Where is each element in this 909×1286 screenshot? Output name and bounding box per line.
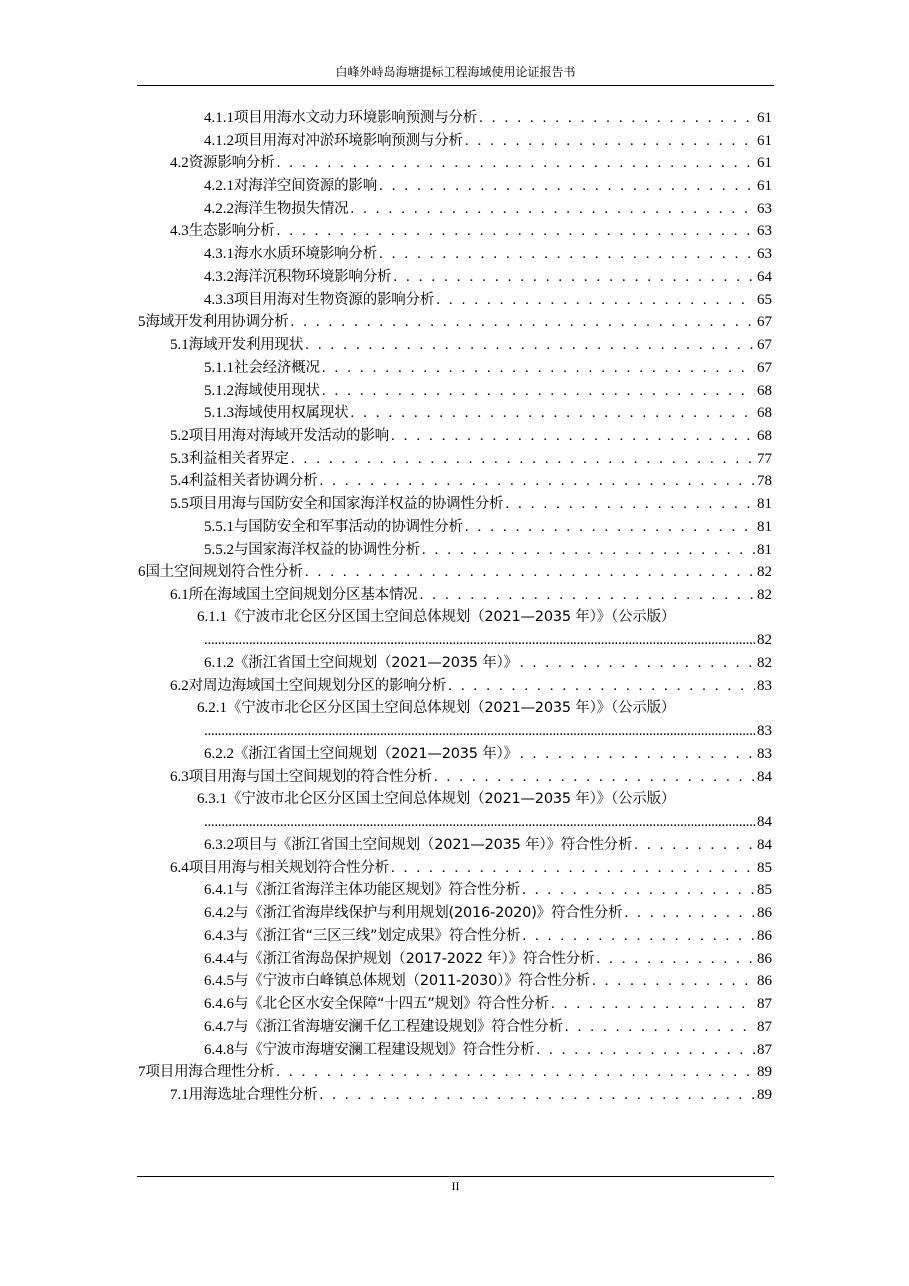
dot-leader: [305, 561, 755, 583]
toc-entry-page: 64: [757, 269, 772, 285]
dot-leader: [277, 152, 755, 174]
toc-entry-title: 用海选址合理性分析: [188, 1087, 318, 1103]
toc-entry-page: 68: [757, 428, 772, 444]
dot-leader: [350, 198, 755, 220]
page-number: II: [451, 1179, 460, 1193]
toc-entry-number: 5.5.1: [204, 519, 234, 535]
toc-entry[interactable]: [204, 198, 772, 220]
toc-entry-page: 86: [757, 951, 772, 967]
toc-entry-number: 4.2.1: [204, 178, 234, 194]
toc-entry-title: 《宁波市北仑区分区国土空间总体规划（2021—2035 年）》（公示版）: [227, 700, 676, 716]
toc-entry[interactable]: [170, 334, 772, 356]
dot-leader: [391, 425, 755, 447]
toc-entry-title: 海域使用权属现状: [234, 405, 349, 421]
toc-entry-number: 5.5.2: [204, 542, 234, 558]
toc-entry[interactable]: [197, 606, 772, 628]
dot-leader: [393, 266, 755, 288]
toc-entry-title: 生态影响分析: [188, 223, 275, 239]
toc-entry-title: 对海洋空间资源的影响: [234, 178, 377, 194]
toc-entry[interactable]: [204, 516, 772, 538]
toc-entry[interactable]: [204, 130, 772, 152]
toc-entry[interactable]: [138, 1061, 772, 1083]
toc-entry-number: 6.1.2: [204, 655, 234, 671]
toc-entry[interactable]: [204, 107, 772, 129]
toc-entry[interactable]: [138, 561, 772, 583]
toc-entry-title: 海域开发利用协调分析: [145, 314, 289, 330]
dot-leader: [565, 1016, 755, 1038]
toc-entry-page: 86: [757, 928, 772, 944]
dot-leader: [520, 743, 755, 765]
dot-leader: [350, 402, 755, 424]
dot-leader: [322, 380, 755, 402]
toc-entry-number: 6.2: [170, 678, 189, 694]
toc-entry[interactable]: [204, 243, 772, 265]
toc-entry-number: 5.2: [170, 428, 189, 444]
toc-entry-title: 项目用海对生物资源的影响分析: [234, 292, 435, 308]
dot-leader: [448, 675, 755, 697]
toc-entry-page: 81: [757, 496, 772, 512]
dot-leader: [204, 811, 757, 833]
dot-leader: [391, 857, 755, 879]
toc-entry-title: 对周边海域国土空间规划分区的影响分析: [188, 678, 447, 694]
dot-leader: [479, 107, 755, 129]
toc-entry-title: 利益相关者协调分析: [188, 473, 318, 489]
toc-entry-page: 81: [757, 519, 772, 535]
toc-entry[interactable]: [204, 834, 772, 856]
toc-entry-number: 4.1.1: [204, 110, 234, 126]
dot-leader: [322, 357, 755, 379]
dot-leader: [592, 970, 755, 992]
dot-leader: [319, 470, 755, 492]
dot-leader: [551, 993, 755, 1015]
toc-entry-title: 海洋生物损失情况: [234, 201, 349, 217]
toc-entry-title: 与国防安全和军事活动的协调性分析: [234, 519, 463, 535]
toc-entry-number: 6.4.7: [204, 1019, 234, 1035]
toc-entry-page: 77: [757, 451, 772, 467]
toc-entry[interactable]: [170, 766, 772, 788]
toc-entry-continuation[interactable]: [204, 629, 772, 651]
toc-entry-page: 68: [757, 405, 772, 421]
toc-entry-page: 84: [757, 769, 772, 785]
toc-entry-title: 《宁波市北仑区分区国土空间总体规划（2021—2035 年）》（公示版）: [227, 791, 676, 807]
toc-entry-title: 海域开发利用现状: [188, 337, 304, 353]
toc-entry[interactable]: [170, 470, 772, 492]
toc-entry-number: 6.4.8: [204, 1042, 234, 1058]
toc-entry-title: 所在海域国土空间规划分区基本情况: [188, 587, 418, 603]
toc-entry-number: 5.1.2: [204, 383, 234, 399]
toc-entry[interactable]: [170, 220, 772, 242]
toc-entry-number: 6.3.2: [204, 837, 234, 853]
toc-entry-title: 项目用海与相关规划符合性分析: [188, 860, 389, 876]
toc-entry-number: 6.3: [170, 769, 189, 785]
toc-entry-page: 63: [757, 246, 772, 262]
toc-entry[interactable]: [204, 175, 772, 197]
toc-entry-title: 项目与《浙江省国土空间规划（2021—2035 年）》符合性分析: [234, 837, 633, 853]
dot-leader: [204, 629, 757, 651]
toc-entry-title: 与《浙江省海洋主体功能区规划》符合性分析: [234, 882, 520, 898]
toc-entry-title: 与国家海洋权益的协调性分析: [234, 542, 420, 558]
dot-leader: [465, 130, 755, 152]
toc-entry-continuation[interactable]: [204, 720, 772, 742]
toc-entry-title: 与《北仑区水安全保障“十四五”规划》符合性分析: [234, 996, 549, 1012]
toc-entry[interactable]: [204, 902, 772, 924]
toc-entry-title: 与《浙江省“三区三线”划定成果》符合性分析: [234, 928, 521, 944]
toc-entry-number: 6.2.2: [204, 746, 234, 762]
toc-entry-number: 6.4.6: [204, 996, 234, 1012]
toc-entry-title: 与《宁波市海塘安澜工程建设规划》符合性分析: [234, 1042, 535, 1058]
toc-entry-title: 与《浙江省海塘安澜千亿工程建设规划》符合性分析: [234, 1019, 563, 1035]
toc-entry-page: 63: [757, 223, 772, 239]
footer-rule: [137, 1176, 774, 1177]
dot-leader: [520, 652, 755, 674]
toc-entry-title: 《宁波市北仑区分区国土空间总体规划（2021—2035 年）》（公示版）: [227, 609, 676, 625]
toc-entry-title: 国土空间规划符合性分析: [145, 564, 303, 580]
toc-entry-number: 6.4.5: [204, 973, 234, 989]
toc-entry-number: 4.3.1: [204, 246, 234, 262]
dot-leader: [422, 539, 755, 561]
toc-entry[interactable]: [170, 152, 772, 174]
header-rule: [137, 85, 774, 86]
toc-entry[interactable]: [204, 925, 772, 947]
toc-entry-page: 61: [757, 178, 772, 194]
toc-entry-number: 6.3.1: [197, 791, 227, 807]
toc-entry[interactable]: [170, 448, 772, 470]
toc-entry-number: 5.1.3: [204, 405, 234, 421]
toc-entry[interactable]: [204, 539, 772, 561]
toc-entry-number: 6.1: [170, 587, 189, 603]
toc-entry-page: 86: [757, 905, 772, 921]
toc-entry-title: 项目用海对海域开发活动的影响: [188, 428, 389, 444]
toc-entry[interactable]: [170, 857, 772, 879]
toc-entry-title: 与《浙江省海岛保护规划（2017-2022 年）》符合性分析: [234, 951, 595, 967]
toc-entry-number: 5.4: [170, 473, 189, 489]
dot-leader: [291, 311, 756, 333]
dot-leader: [624, 902, 755, 924]
toc-entry[interactable]: [170, 1084, 772, 1106]
toc-entry-page: 86: [757, 973, 772, 989]
toc-entry[interactable]: [204, 879, 772, 901]
dot-leader: [420, 584, 755, 606]
toc-entry-page: 67: [757, 360, 772, 376]
toc-entry[interactable]: [170, 425, 772, 447]
toc-entry-page: 87: [757, 996, 772, 1012]
toc-entry-number: 6.4.1: [204, 882, 234, 898]
toc-entry-title: 海域使用现状: [234, 383, 320, 399]
dot-leader: [379, 243, 755, 265]
toc-entry-page: 83: [757, 723, 772, 739]
toc-entry-number: 4.2: [170, 155, 189, 171]
toc-entry-number: 5.1.1: [204, 360, 234, 376]
toc-entry[interactable]: [204, 289, 772, 311]
toc-entry-page: 61: [757, 110, 772, 126]
dot-leader: [434, 766, 755, 788]
toc-entry[interactable]: [204, 970, 772, 992]
toc-entry-title: 项目用海对冲淤环境影响预测与分析: [234, 133, 463, 149]
toc-entry-number: 7: [138, 1064, 146, 1080]
toc-entry-number: 6.1.1: [197, 609, 227, 625]
toc-entry-number: 6.4.2: [204, 905, 234, 921]
toc-entry-number: 6.4.3: [204, 928, 234, 944]
toc-entry-page: 85: [757, 860, 772, 876]
dot-leader: [596, 948, 755, 970]
toc-entry-page: 89: [757, 1064, 772, 1080]
dot-leader: [522, 925, 755, 947]
toc-entry[interactable]: [197, 788, 772, 810]
toc-entry-page: 82: [757, 655, 772, 671]
toc-entry-number: 6.4: [170, 860, 189, 876]
toc-entry-page: 84: [757, 837, 772, 853]
toc-entry-page: 78: [757, 473, 772, 489]
dot-leader: [319, 1084, 755, 1106]
dot-leader: [505, 493, 755, 515]
toc-entry-number: 4.1.2: [204, 133, 234, 149]
toc-entry-page: 67: [757, 314, 772, 330]
dot-leader: [276, 1061, 755, 1083]
toc-entry-title: 海洋沉积物环境影响分析: [234, 269, 392, 285]
toc-entry[interactable]: [204, 266, 772, 288]
toc-entry-title: 利益相关者界定: [188, 451, 289, 467]
toc-entry-page: 85: [757, 882, 772, 898]
toc-entry-continuation[interactable]: [204, 811, 772, 833]
dot-leader: [291, 448, 755, 470]
dot-leader: [536, 1039, 755, 1061]
toc-entry-page: 82: [757, 564, 772, 580]
toc-entry-page: 87: [757, 1042, 772, 1058]
toc-entry-number: 6: [138, 564, 146, 580]
dot-leader: [379, 175, 755, 197]
toc-entry-number: 7.1: [170, 1087, 189, 1103]
toc-entry-title: 项目用海合理性分析: [145, 1064, 275, 1080]
toc-entry[interactable]: [138, 311, 772, 333]
toc-entry-title: 资源影响分析: [188, 155, 275, 171]
toc-entry-number: 4.2.2: [204, 201, 234, 217]
toc-entry-page: 83: [757, 678, 772, 694]
toc-entry[interactable]: [204, 357, 772, 379]
toc-entry-title: 《浙江省国土空间规划（2021—2035 年）》: [234, 655, 518, 671]
dot-leader: [277, 220, 755, 242]
dot-leader: [634, 834, 755, 856]
toc-entry-number: 5.1: [170, 337, 189, 353]
dot-leader: [305, 334, 755, 356]
dot-leader: [204, 720, 757, 742]
toc-entry-number: 4.3.2: [204, 269, 234, 285]
toc-entry-title: 项目用海与国土空间规划的符合性分析: [188, 769, 432, 785]
toc-entry[interactable]: [204, 1016, 772, 1038]
toc-entry-page: 67: [757, 337, 772, 353]
toc-entry-page: 89: [757, 1087, 772, 1103]
toc-entry-page: 63: [757, 201, 772, 217]
toc-entry-page: 83: [757, 746, 772, 762]
toc-entry-title: 社会经济概况: [234, 360, 320, 376]
toc-entry-title: 与《宁波市白峰镇总体规划（2011-2030）》符合性分析: [234, 973, 590, 989]
toc-entry-page: 82: [757, 587, 772, 603]
toc-entry[interactable]: [170, 675, 772, 697]
toc-entry[interactable]: [204, 743, 772, 765]
dot-leader: [465, 516, 755, 538]
toc-entry[interactable]: [204, 993, 772, 1015]
toc-entry-number: 4.3.3: [204, 292, 234, 308]
toc-entry-page: 61: [757, 155, 772, 171]
toc-entry-number: 5.5: [170, 496, 189, 512]
toc-entry-page: 68: [757, 383, 772, 399]
toc-entry-page: 65: [757, 292, 772, 308]
toc-entry-page: 81: [757, 542, 772, 558]
toc-entry[interactable]: [204, 402, 772, 424]
toc-entry[interactable]: [204, 1039, 772, 1061]
toc-entry-page: 82: [757, 632, 772, 648]
toc-entry[interactable]: [204, 380, 772, 402]
toc-entry-title: 项目用海水文动力环境影响预测与分析: [234, 110, 478, 126]
dot-leader: [522, 879, 755, 901]
toc-entry-page: 84: [757, 814, 772, 830]
toc-entry-number: 5.3: [170, 451, 189, 467]
toc-entry-title: 《浙江省国土空间规划（2021—2035 年）》: [234, 746, 518, 762]
toc-entry-number: 5: [138, 314, 146, 330]
toc-entry[interactable]: [170, 493, 772, 515]
toc-entry-page: 61: [757, 133, 772, 149]
toc-entry-number: 6.4.4: [204, 951, 234, 967]
toc-entry[interactable]: [170, 584, 772, 606]
toc-entry-title: 与《浙江省海岸线保护与利用规划(2016-2020)》符合性分析: [234, 905, 623, 921]
toc-entry-title: 海水水质环境影响分析: [234, 246, 377, 262]
running-header: 白峰外峙岛海塘提标工程海域使用论证报告书: [335, 65, 576, 79]
toc-entry[interactable]: [204, 948, 772, 970]
toc-entry-number: 4.3: [170, 223, 189, 239]
toc-entry-page: 87: [757, 1019, 772, 1035]
toc-entry[interactable]: [197, 697, 772, 719]
toc-entry[interactable]: [204, 652, 772, 674]
dot-leader: [436, 289, 755, 311]
toc-entry-number: 6.2.1: [197, 700, 227, 716]
toc-entry-title: 项目用海与国防安全和国家海洋权益的协调性分析: [188, 496, 504, 512]
